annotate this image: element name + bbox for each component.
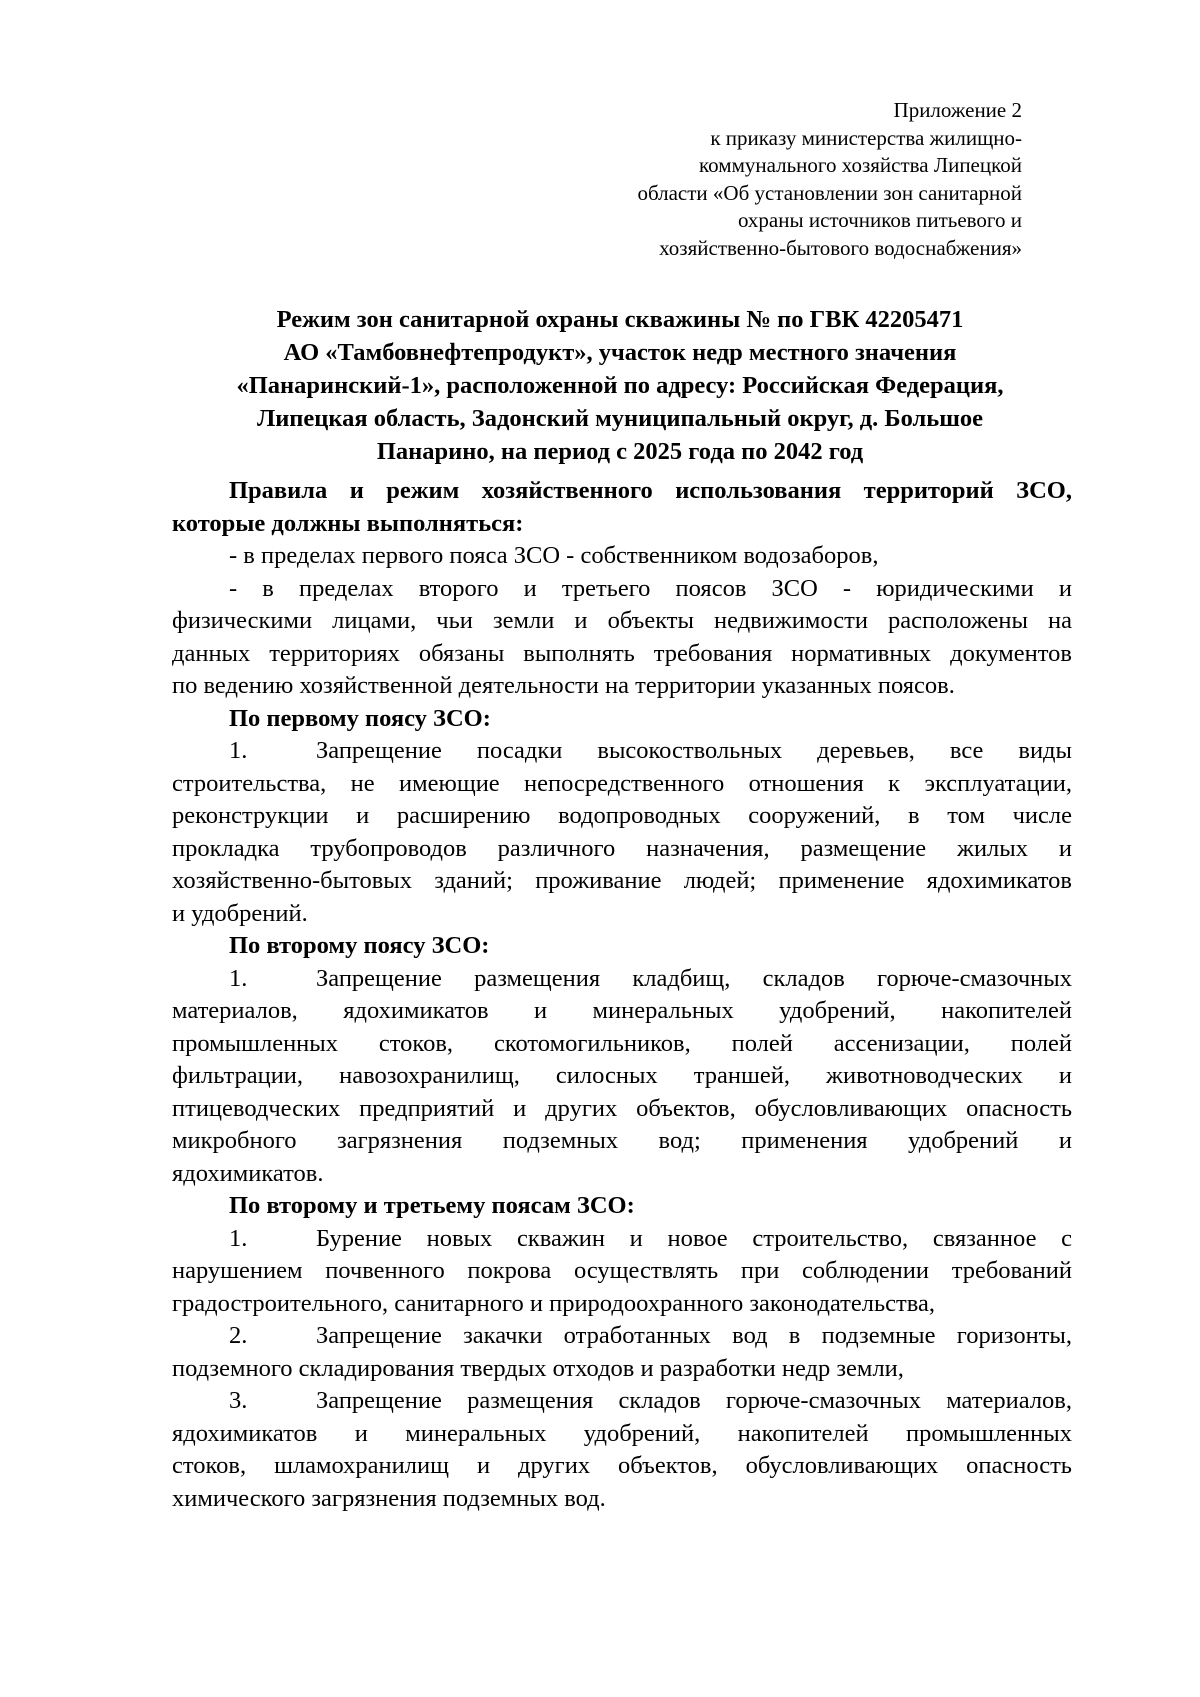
item-line: реконструкции и расширению водопроводных сооружений, в том числе xyxy=(172,802,1072,829)
item-line: подземного складирования твердых отходов и разработки недр земли, xyxy=(172,1354,904,1382)
rules-heading-line: Правила и режим хозяйственного использования территорий ЗСО, xyxy=(229,477,1072,504)
appendix-block xyxy=(502,97,1022,263)
item-line: Запрещение размещения кладбищ, складов горюче-смазочных xyxy=(316,964,1072,992)
item-number: 1. xyxy=(229,964,248,992)
title-line: Липецкая область, Задонский муниципальный округ, д. Большое xyxy=(256,405,984,432)
item-line: Запрещение размещения складов горюче-смазочных материалов, xyxy=(316,1387,1072,1414)
item-line: Запрещение посадки высокоствольных деревьев, все виды xyxy=(316,737,1072,764)
rules-item xyxy=(172,573,1072,703)
item-line: материалов, ядохимикатов и минеральных удобрений, накопителей xyxy=(172,997,1072,1024)
item-line: химического загрязнения подземных вод. xyxy=(172,1484,606,1512)
appendix-line: к приказу министерства жилищно- xyxy=(710,125,1022,150)
item-line: птицеводческих предприятий и других объектов, обусловливающих опасность xyxy=(172,1094,1072,1122)
rules-item-line: данных территориях обязаны выполнять требования нормативных документов xyxy=(172,639,1072,667)
rules-item xyxy=(172,540,1072,573)
item-number: 3. xyxy=(229,1387,248,1414)
item-line: строительства, не имеющие непосредственного отношения к эксплуатации, xyxy=(172,769,1072,797)
rules-item-line: - в пределах второго и третьего поясов ЗСО - юридическими и xyxy=(229,574,1072,602)
appendix-line: хозяйственно-бытового водоснабжения» xyxy=(659,235,1022,260)
item-line: стоков, шламохранилищ и других объектов, обусловливающих опасность xyxy=(172,1452,1072,1479)
title-line: АО «Тамбовнефтепродукт», участок недр местного значения xyxy=(283,339,957,366)
title-line: Режим зон санитарной охраны скважины № по ГВК 42205471 xyxy=(276,306,964,333)
appendix-line: охраны источников питьевого и xyxy=(737,208,1022,233)
zone1-item xyxy=(172,735,1072,930)
item-line: промышленных стоков, скотомогильников, полей ассенизации, полей xyxy=(172,1029,1072,1057)
item-line: нарушением почвенного покрова осуществлять при соблюдении требований xyxy=(172,1257,1072,1284)
zone1-heading: По первому поясу ЗСО: xyxy=(229,704,491,732)
document-body xyxy=(172,477,1072,1515)
rules-heading-line: которые должны выполняться: xyxy=(172,509,524,537)
item-line: Запрещение закачки отработанных вод в подземные горизонты, xyxy=(316,1322,1072,1349)
item-line: ядохимикатов и минеральных удобрений, накопителей промышленных xyxy=(172,1419,1072,1447)
zone23-item xyxy=(172,1320,1072,1385)
rules-item-line: физическими лицами, чьи земли и объекты недвижимости расположены на xyxy=(172,607,1072,634)
rules-heading xyxy=(172,475,1072,540)
appendix-line: области «Об установлении зон санитарной xyxy=(637,180,1022,205)
appendix-line: коммунального хозяйства Липецкой xyxy=(699,153,1022,178)
zone2-item xyxy=(172,963,1072,1191)
item-number: 1. xyxy=(229,1224,248,1252)
item-line: градостроительного, санитарного и природоохранного законодательства, xyxy=(172,1289,935,1317)
item-line: ядохимикатов. xyxy=(172,1159,324,1187)
title-line: Панарино, на период с 2025 года по 2042 год xyxy=(376,438,864,465)
document-title xyxy=(160,303,1080,468)
item-line: Бурение новых скважин и новое строительство, связанное с xyxy=(316,1224,1072,1252)
zone23-item xyxy=(172,1385,1072,1515)
rules-item-line: - в пределах первого пояса ЗСО - собственником водозаборов, xyxy=(229,542,879,569)
zone2-heading: По второму поясу ЗСО: xyxy=(229,932,490,959)
rules-item-line: по ведению хозяйственной деятельности на территории указанных поясов. xyxy=(172,672,955,699)
appendix-line: Приложение 2 xyxy=(893,98,1022,122)
item-number: 2. xyxy=(229,1322,248,1349)
title-line: «Панаринский-1», расположенной по адресу: Российская Федерация, xyxy=(236,372,1004,399)
item-line: хозяйственно-бытовых зданий; проживание людей; применение ядохимикатов xyxy=(172,867,1072,894)
item-number: 1. xyxy=(229,737,248,764)
zone23-item xyxy=(172,1223,1072,1321)
item-line: фильтрации, навозохранилищ, силосных траншей, животноводческих и xyxy=(172,1062,1072,1089)
item-line: и удобрений. xyxy=(172,899,308,927)
zone23-heading: По второму и третьему поясам ЗСО: xyxy=(229,1192,635,1219)
item-line: прокладка трубопроводов различного назначения, размещение жилых и xyxy=(172,834,1072,862)
item-line: микробного загрязнения подземных вод; применения удобрений и xyxy=(172,1127,1072,1154)
